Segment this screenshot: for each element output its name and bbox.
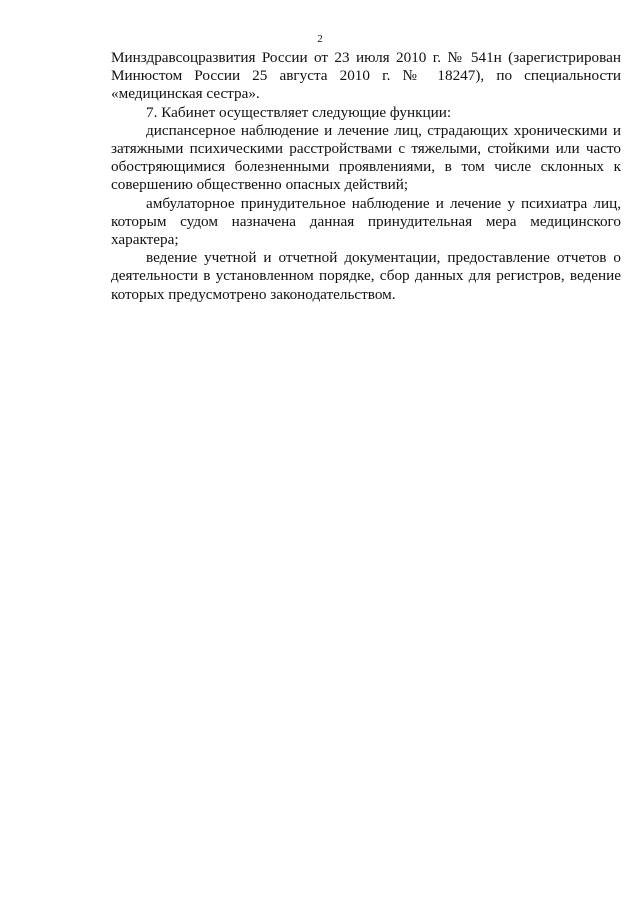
paragraph-functions-heading: 7. Кабинет осуществляет следующие функции: (146, 103, 452, 121)
paragraph-order-reference: Минздравсоцразвития России от 23 июля 2010 г. № 541н (зарегистрирован Минюстом России 25 августа 2010 г. № 18247), по специальности «медицинская сестра». (111, 49, 621, 103)
page-number: 2 (317, 33, 323, 45)
paragraph-compulsory-treatment: амбулаторное принудительное наблюдение и лечение у психиатра лиц, которым судом назначена данная принудительная мера медицинского характера; (111, 194, 621, 249)
paragraph-dispensary-observation: диспансерное наблюдение и лечение лиц, страдающих хроническими и затяжными психическими расстройствами с тяжелыми, стойкими или часто обостряющимися болезненными проявлениями, в том числе склонных к совершению общественно опасных действий; (111, 121, 621, 194)
document-body (111, 49, 621, 304)
paragraph-documentation: ведение учетной и отчетной документации, предоставление отчетов о деятельности в установленном порядке, сбор данных для регистров, ведение которых предусмотрено законодательством. (111, 249, 621, 303)
